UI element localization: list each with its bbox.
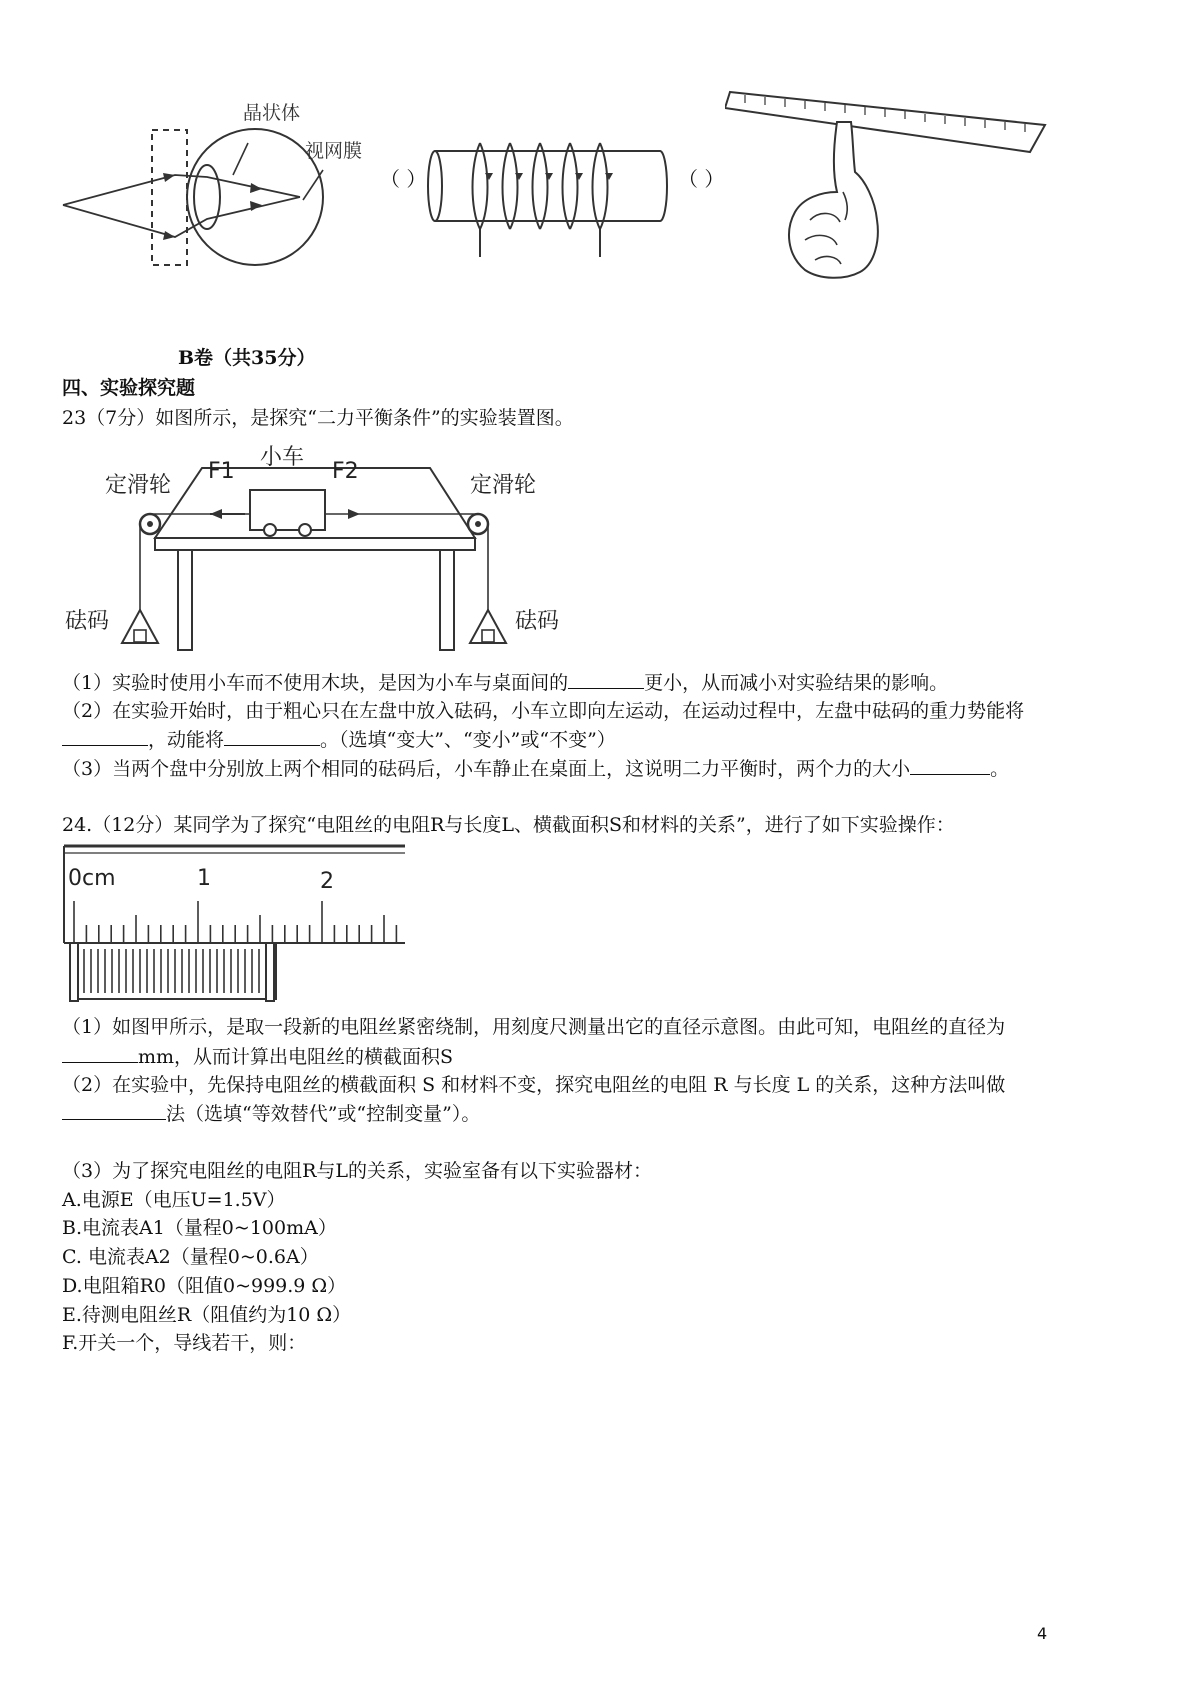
q23-part1: （1）实验时使用小车而不使用木块，是因为小车与桌面间的 更小，从而减小对实验结果的影响。 (62, 672, 949, 694)
ruler-label-1: 1 (197, 866, 211, 891)
equipment-item-c: C. 电流表A2（量程0~0.6A） (62, 1246, 319, 1268)
equipment-item-b: B.电流表A1（量程0~100mA） (62, 1217, 337, 1239)
q23-part3: （3）当两个盘中分别放上两个相同的砝码后，小车静止在桌面上，这说明二力平衡时，两个力的大小 。 (62, 758, 1010, 780)
ruler-finger-diagram (725, 80, 1055, 285)
q23-part2-line2: ，动能将 。（选填“变大”、“变小”或“不变”） (62, 727, 616, 752)
weight-right-label: 砝码 (515, 609, 560, 634)
solenoid-coils (473, 143, 608, 229)
equipment-item-e: E.待测电阻丝R（阻值约为10 Ω） (62, 1304, 352, 1326)
coil-turns (84, 949, 266, 993)
q24-part1-line2: mm，从而计算出电阻丝的横截面积S (62, 1044, 453, 1069)
car-body (250, 490, 325, 530)
ruler-label-0: 0cm (68, 866, 116, 891)
ruler-measurement-diagram (60, 843, 410, 1008)
equipment-item-f: F.开关一个，导线若干，则： (62, 1332, 307, 1354)
retina-label: 视网膜 (305, 140, 363, 162)
answer-paren-2: （ ） (678, 167, 725, 191)
q24-part3: （3）为了探究电阻丝的电阻R与L的关系，实验室备有以下实验器材： (62, 1160, 653, 1182)
car-label: 小车 (260, 445, 305, 470)
hand-shape (789, 122, 878, 278)
q23-stem: 23（7分）如图所示，是探究“二力平衡条件”的实验装置图。 (62, 407, 574, 429)
eye-diagram (55, 85, 395, 285)
q23-part2-line1: （2）在实验开始时，由于粗心只在左盘中放入砝码，小车立即向左运动，在运动过程中，左盘中砝码的重力势能将 (62, 700, 1025, 722)
pulley-left-label: 定滑轮 (105, 473, 172, 498)
q24-part2-line2: 法（选填“等效替代”或“控制变量”）。 (62, 1101, 480, 1126)
q24-part2-line1: （2）在实验中，先保持电阻丝的横截面积 S 和材料不变，探究电阻丝的电阻 R 与长度 L 的关系，这种方法叫做 (62, 1074, 1006, 1096)
f1-label: F1 (208, 459, 235, 484)
solenoid-diagram (425, 125, 680, 260)
q24-part1-line1: （1）如图甲所示，是取一段新的电阻丝紧密绕制，用刻度尺测量出它的直径示意图。由此可知，电阻丝的直径为 (62, 1016, 1006, 1038)
equipment-item-d: D.电阻箱R0（阻值0~999.9 Ω） (62, 1275, 347, 1297)
eyeball-circle (187, 129, 323, 265)
balance-apparatus-diagram (60, 438, 580, 670)
part-title: 四、实验探究题 (62, 377, 196, 399)
q24-stem: 24.（12分）某同学为了探究“电阻丝的电阻R与长度L、横截面积S和材料的关系”，进行了如下实验操作： (62, 814, 955, 836)
lens-label: 晶状体 (243, 102, 301, 124)
pulley-right-label: 定滑轮 (470, 473, 537, 498)
answer-paren-1: （ ） (380, 167, 427, 191)
volume-title: B卷（共35分） (178, 347, 316, 369)
equipment-item-a: A.电源E（电压U=1.5V） (62, 1189, 286, 1211)
f2-label: F2 (332, 459, 359, 484)
weight-left-label: 砝码 (65, 609, 110, 634)
wire-coil (76, 943, 276, 999)
page-number: 4 (1037, 1624, 1048, 1643)
ruler-label-2: 2 (320, 869, 334, 894)
